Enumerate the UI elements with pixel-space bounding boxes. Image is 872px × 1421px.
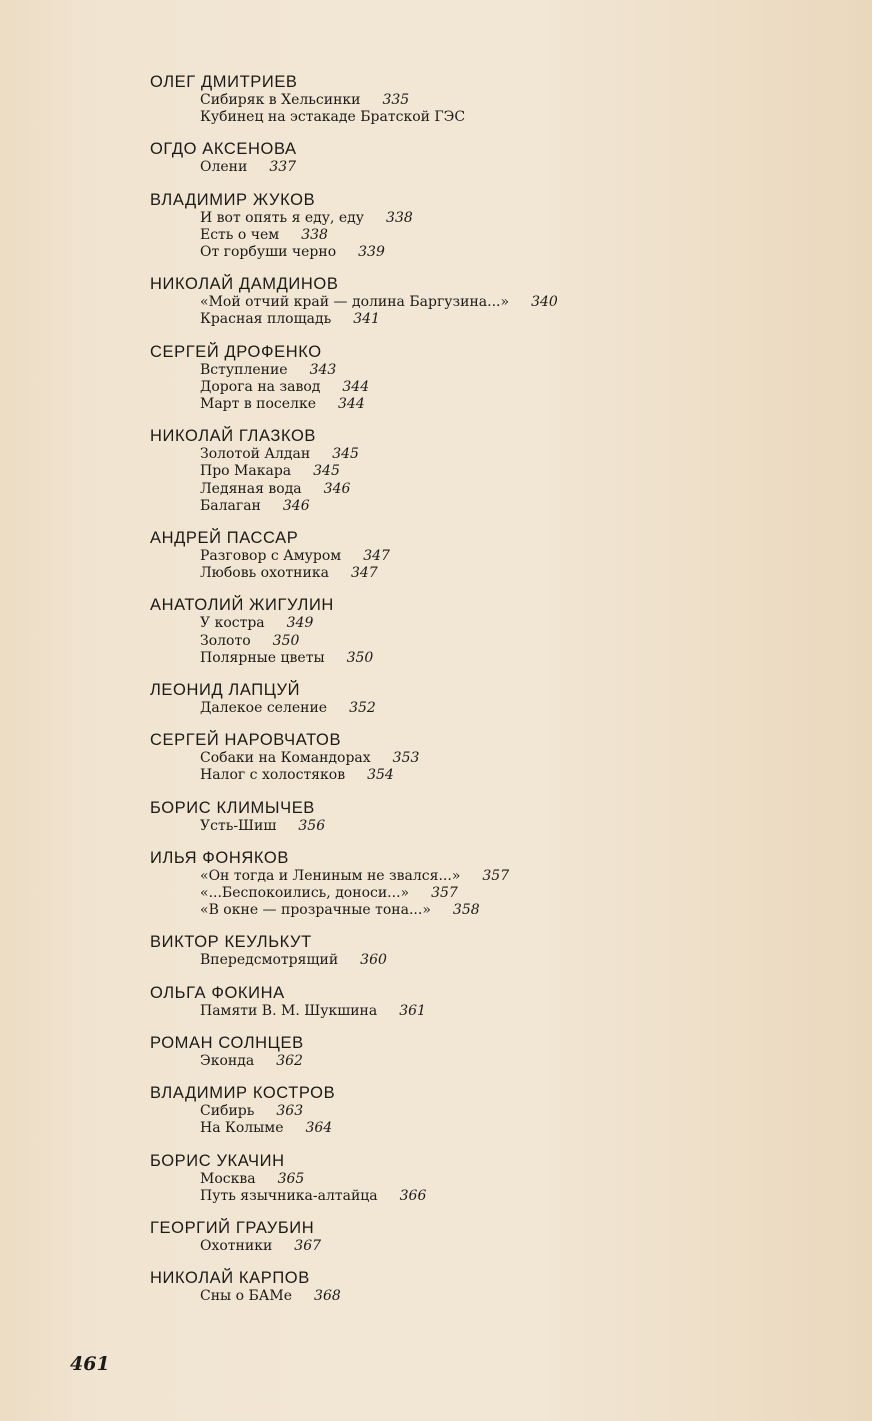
author-name: ЛЕОНИД ЛАПЦУЙ	[150, 681, 301, 700]
work-title: Путь язычника-алтайца	[200, 1187, 378, 1204]
author-name: ВИКТОР КЕУЛЬКУТ	[150, 933, 312, 952]
work-item	[200, 750, 750, 767]
work-item	[200, 952, 750, 969]
author-name: НИКОЛАЙ ДАМДИНОВ	[150, 275, 339, 294]
work-title: Полярные цветы	[200, 649, 325, 666]
work-title: «Мой отчий край — долина Баргузина...»	[200, 294, 510, 311]
work-item	[200, 311, 750, 328]
work-page-number: 347	[350, 565, 378, 582]
work-page-number: 343	[309, 361, 337, 378]
work-page-number: 354	[367, 767, 394, 784]
author-name: БОРИС УКАЧИН	[150, 1151, 285, 1170]
work-item	[200, 498, 750, 515]
work-item	[200, 463, 750, 480]
work-title: Эконда	[200, 1052, 255, 1069]
works-list	[200, 1288, 750, 1305]
toc-entry	[150, 427, 750, 515]
work-title: Разговор с Амуром	[200, 548, 342, 565]
work-page-number: 357	[482, 867, 510, 884]
work-title: Сибиряк в Хельсинки	[200, 92, 361, 108]
toc-entry	[150, 1269, 750, 1305]
work-page-number: 367	[294, 1237, 322, 1254]
author-name: РОМАН СОЛНЦЕВ	[150, 1033, 304, 1052]
author-name: НИКОЛАЙ КАРПОВ	[150, 1269, 310, 1288]
works-list	[200, 615, 750, 667]
work-item	[200, 565, 750, 582]
work-item	[200, 481, 750, 498]
work-item	[200, 92, 750, 109]
work-item	[200, 210, 750, 227]
work-title: «Он тогда и Лениным не звался...»	[200, 867, 461, 884]
work-item	[200, 902, 750, 919]
toc-entry	[150, 1219, 750, 1255]
work-title: Памяти В. М. Шукшина	[200, 1002, 378, 1019]
work-title: Усть-Шиш	[200, 817, 277, 834]
toc-entry	[150, 275, 750, 328]
works-list	[200, 92, 750, 126]
author-name: ОГДО АКСЕНОВА	[150, 140, 297, 159]
table-of-contents	[150, 73, 750, 1319]
author-name: СЕРГЕЙ ДРОФЕНКО	[150, 342, 322, 361]
work-page-number: 338	[386, 209, 413, 226]
works-list	[200, 210, 750, 262]
work-page-number: 365	[277, 1170, 305, 1187]
work-title: Налог с холостяков	[200, 767, 346, 784]
work-title: Вступление	[200, 361, 288, 378]
work-item	[200, 1171, 750, 1188]
toc-entry	[150, 731, 750, 784]
work-page-number: 361	[399, 1002, 426, 1019]
page-number: 461	[70, 1353, 110, 1375]
toc-entry	[150, 849, 750, 920]
work-item	[200, 244, 750, 261]
work-page-number: 362	[276, 1052, 303, 1069]
work-title: Дорога на завод	[200, 378, 321, 395]
work-item	[200, 700, 750, 717]
work-title: Собаки на Командорах	[200, 750, 371, 767]
work-page-number: 344	[338, 396, 365, 413]
author-name: ОЛЬГА ФОКИНА	[150, 983, 285, 1002]
work-page-number: 338	[301, 226, 328, 243]
works-list	[200, 446, 750, 515]
work-page-number: 353	[392, 750, 420, 767]
work-item	[200, 633, 750, 650]
works-list	[200, 700, 750, 717]
work-title: Про Макара	[200, 463, 292, 480]
author-name: ОЛЕГ ДМИТРИЕВ	[150, 73, 298, 91]
works-list	[200, 750, 750, 784]
work-page-number: 344	[342, 378, 370, 395]
work-page-number: 352	[349, 700, 376, 717]
work-item	[200, 868, 750, 885]
works-list	[200, 548, 750, 582]
works-list	[200, 294, 750, 328]
works-list	[200, 1238, 750, 1255]
author-name: НИКОЛАЙ ГЛАЗКОВ	[150, 427, 317, 446]
work-title: На Колыме	[200, 1120, 284, 1137]
work-page-number: 368	[314, 1288, 341, 1305]
work-item	[200, 109, 750, 126]
work-title: От горбуши черно	[200, 244, 337, 261]
work-item	[200, 818, 750, 835]
toc-entry	[150, 1152, 750, 1205]
toc-entry	[150, 343, 750, 414]
work-title: Балаган	[200, 497, 261, 514]
work-page-number: 339	[358, 244, 385, 261]
author-name: ГЕОРГИЙ ГРАУБИН	[150, 1218, 315, 1237]
works-list	[200, 952, 750, 969]
work-page-number: 363	[276, 1103, 304, 1120]
works-list	[200, 1003, 750, 1020]
work-page-number: 337	[269, 159, 297, 176]
work-title: Золотой Алдан	[200, 446, 311, 463]
toc-entry	[150, 596, 750, 667]
works-list	[200, 1103, 750, 1137]
work-page-number: 357	[431, 885, 458, 902]
toc-entry	[150, 1034, 750, 1070]
works-list	[200, 362, 750, 414]
work-title: Золото	[200, 632, 251, 649]
toc-entry	[150, 681, 750, 717]
author-name: ВЛАДИМИР ЖУКОВ	[150, 190, 316, 209]
work-page-number: 350	[272, 632, 300, 649]
work-title: У костра	[200, 615, 265, 632]
toc-entry	[150, 984, 750, 1020]
work-item	[200, 885, 750, 902]
works-list	[200, 818, 750, 835]
work-item	[200, 1288, 750, 1305]
work-title: Март в поселке	[200, 396, 316, 413]
work-item	[200, 227, 750, 244]
toc-entry	[150, 73, 750, 126]
work-item	[200, 362, 750, 379]
author-name: АНАТОЛИЙ ЖИГУЛИН	[150, 596, 334, 615]
work-page-number: 340	[531, 294, 558, 311]
works-list	[200, 159, 750, 176]
work-title: Москва	[200, 1170, 256, 1187]
toc-entry	[150, 529, 750, 582]
work-title: Кубинец на эстакаде Братской ГЭС	[200, 109, 466, 126]
work-title: Впередсмотрящий	[200, 952, 339, 969]
work-title: Есть о чем	[200, 226, 280, 243]
author-name: АНДРЕЙ ПАССАР	[150, 529, 299, 548]
works-list	[200, 868, 750, 920]
work-item	[200, 396, 750, 413]
works-list	[200, 1171, 750, 1205]
work-page-number: 360	[360, 952, 387, 969]
work-page-number: 349	[286, 615, 314, 632]
work-title: Сибирь	[200, 1103, 255, 1120]
work-item	[200, 159, 750, 176]
work-item	[200, 1238, 750, 1255]
toc-entry	[150, 1084, 750, 1137]
work-page-number: 345	[313, 463, 340, 480]
work-title: Олени	[200, 159, 248, 176]
work-item	[200, 1188, 750, 1205]
work-title: Любовь охотника	[200, 565, 329, 582]
work-page-number: 364	[305, 1120, 333, 1137]
work-page-number: 335	[382, 92, 410, 108]
work-page-number: 350	[346, 649, 374, 666]
work-page-number: 358	[452, 902, 480, 919]
work-item	[200, 446, 750, 463]
toc-entry	[150, 799, 750, 835]
work-title: Ледяная вода	[200, 480, 302, 497]
author-name: СЕРГЕЙ НАРОВЧАТОВ	[150, 731, 342, 750]
work-page-number: 346	[282, 497, 310, 514]
toc-entry	[150, 933, 750, 969]
author-name: ВЛАДИМИР КОСТРОВ	[150, 1084, 336, 1103]
work-title: «В окне — прозрачные тона...»	[200, 902, 431, 919]
work-page-number: 345	[332, 446, 359, 463]
work-title: Охотники	[200, 1237, 273, 1254]
works-list	[200, 1053, 750, 1070]
work-title: И вот опять я еду, еду	[200, 209, 365, 226]
work-title: Далекое селение	[200, 700, 328, 717]
toc-entry	[150, 140, 750, 176]
work-item	[200, 548, 750, 565]
work-item	[200, 294, 750, 311]
author-name: БОРИС КЛИМЫЧЕВ	[150, 798, 315, 817]
work-item	[200, 1003, 750, 1020]
work-page-number: 341	[353, 311, 380, 328]
toc-entry	[150, 191, 750, 262]
work-title: Красная площадь	[200, 311, 332, 328]
work-item	[200, 650, 750, 667]
work-page-number: 356	[298, 817, 326, 834]
work-item	[200, 1103, 750, 1120]
work-item	[200, 615, 750, 632]
work-item	[200, 379, 750, 396]
work-item	[200, 1120, 750, 1137]
work-title: Сны о БАМе	[200, 1288, 293, 1305]
work-page-number: 366	[399, 1187, 427, 1204]
work-item	[200, 767, 750, 784]
work-item	[200, 1053, 750, 1070]
author-name: ИЛЬЯ ФОНЯКОВ	[150, 848, 289, 867]
work-page-number: 346	[323, 480, 351, 497]
work-title: «...Беспокоились, доноси...»	[200, 885, 410, 902]
work-page-number: 347	[363, 548, 390, 565]
